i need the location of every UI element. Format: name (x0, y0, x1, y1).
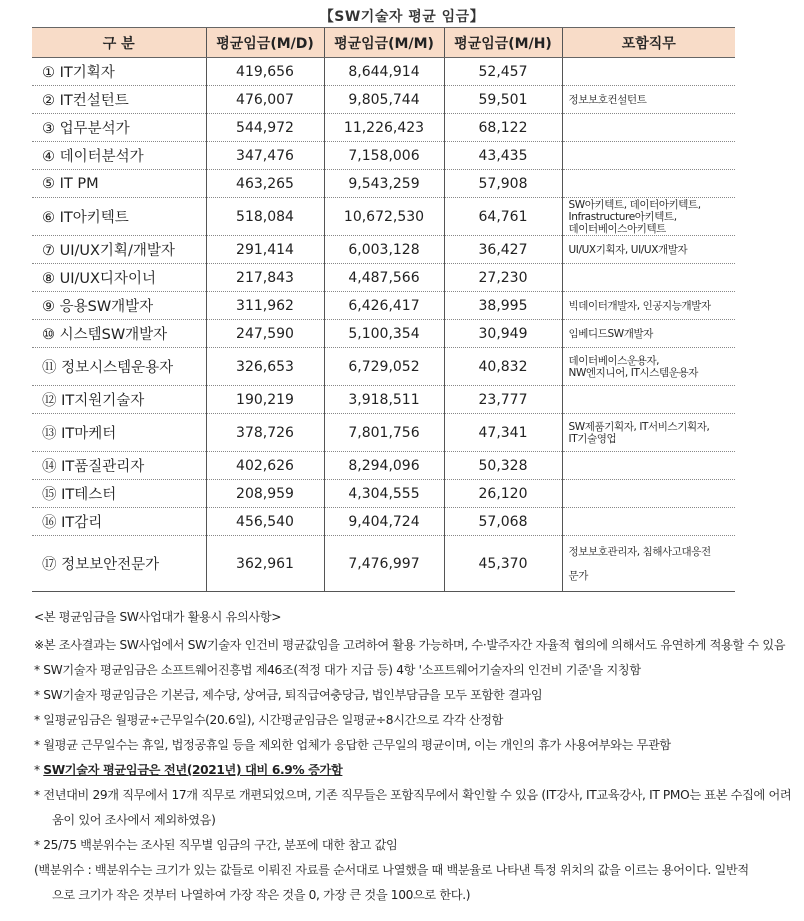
included-duties-cell (562, 264, 735, 292)
monthly-wage-cell: 6,426,417 (324, 292, 444, 320)
included-duties-cell (562, 452, 735, 480)
monthly-wage-cell: 5,100,354 (324, 320, 444, 348)
note-usage: ※본 조사결과는 SW사업에서 SW기술자 인건비 평균값임을 고려하여 활용 가능하며, 수·발주자간 자율적 협의에 의해서도 유연하게 적용할 수 있음 (34, 638, 786, 652)
job-name-cell: ⑦ UI/UX기획/개발자 (32, 236, 206, 264)
monthly-wage-cell: 11,226,423 (324, 114, 444, 142)
table-row (32, 386, 735, 414)
job-name-cell: ⑬ IT마케터 (32, 414, 206, 452)
header-hourly-wage: 평균임금(M/H) (444, 28, 562, 58)
table-row (32, 320, 735, 348)
job-name-cell: ⑥ IT아키텍트 (32, 198, 206, 236)
hourly-wage-cell: 47,341 (444, 414, 562, 452)
header-monthly-wage: 평균임금(M/M) (324, 28, 444, 58)
note-percentile-def-cont: 으로 크기가 작은 것부터 나열하여 가장 작은 것을 0, 가장 큰 것을 100으로 한다.) (52, 888, 471, 902)
job-name-cell: ① IT기획자 (32, 58, 206, 86)
table-row (32, 536, 735, 592)
monthly-wage-cell: 3,918,511 (324, 386, 444, 414)
job-name-cell: ③ 업무분석가 (32, 114, 206, 142)
note-increase (34, 758, 799, 783)
daily-wage-cell: 326,653 (206, 348, 324, 386)
notes-section (34, 602, 799, 908)
included-duties-cell: 빅데이터개발자, 인공지능개발자 (562, 292, 735, 320)
table-row (32, 198, 735, 236)
daily-wage-cell: 456,540 (206, 508, 324, 536)
note-working-days: * 월평균 근무일수는 휴일, 법정공휴일 등을 제외한 업체가 응답한 근무일의 평균이며, 이는 개인의 휴가 사용여부와는 무관함 (34, 738, 671, 752)
job-name-cell: ⑭ IT품질관리자 (32, 452, 206, 480)
table-row (32, 348, 735, 386)
included-duties-cell: 정보보호컨설턴트 (562, 86, 735, 114)
daily-wage-cell: 476,007 (206, 86, 324, 114)
hourly-wage-cell: 38,995 (444, 292, 562, 320)
job-name-cell: ⑯ IT감리 (32, 508, 206, 536)
daily-wage-cell: 402,626 (206, 452, 324, 480)
note-percentile-def: (백분위수 : 백분위수는 크기가 있는 값들로 이뤄진 자료를 순서대로 나열했을 때 백분율로 나타낸 특정 위치의 값을 이르는 용어이다. 일반적 (34, 863, 749, 877)
daily-wage-cell: 362,961 (206, 536, 324, 592)
monthly-wage-cell: 9,404,724 (324, 508, 444, 536)
job-name-cell: ⑩ 시스템SW개발자 (32, 320, 206, 348)
hourly-wage-cell: 23,777 (444, 386, 562, 414)
hourly-wage-cell: 68,122 (444, 114, 562, 142)
hourly-wage-cell: 57,068 (444, 508, 562, 536)
table-row (32, 264, 735, 292)
table-row (32, 142, 735, 170)
included-duties-cell: 정보보호관리자, 침해사고대응전 문가 (562, 536, 735, 592)
note-calculation: * 일평균임금은 월평균÷근무일수(20.6일), 시간평균임금은 일평균÷8시간으로 각각 산정함 (34, 713, 504, 727)
included-duties-cell (562, 58, 735, 86)
hourly-wage-cell: 64,761 (444, 198, 562, 236)
included-duties-cell (562, 170, 735, 198)
daily-wage-cell: 247,590 (206, 320, 324, 348)
daily-wage-cell: 190,219 (206, 386, 324, 414)
daily-wage-cell: 463,265 (206, 170, 324, 198)
hourly-wage-cell: 36,427 (444, 236, 562, 264)
included-duties-cell (562, 142, 735, 170)
table-row (32, 292, 735, 320)
table-header-row (32, 28, 735, 58)
note-restructure-cont: 움이 있어 조사에서 제외하였음) (52, 813, 216, 827)
hourly-wage-cell: 52,457 (444, 58, 562, 86)
daily-wage-cell: 347,476 (206, 142, 324, 170)
hourly-wage-cell: 30,949 (444, 320, 562, 348)
daily-wage-cell: 518,084 (206, 198, 324, 236)
job-name-cell: ⑨ 응용SW개발자 (32, 292, 206, 320)
table-row (32, 508, 735, 536)
wage-table (32, 27, 735, 592)
daily-wage-cell: 544,972 (206, 114, 324, 142)
table-row (32, 452, 735, 480)
included-duties-cell (562, 386, 735, 414)
table-row (32, 236, 735, 264)
hourly-wage-cell: 45,370 (444, 536, 562, 592)
hourly-wage-cell: 50,328 (444, 452, 562, 480)
daily-wage-cell: 419,656 (206, 58, 324, 86)
header-daily-wage: 평균임금(M/D) (206, 28, 324, 58)
note-increase-bullet: * (34, 763, 44, 777)
note-percentile: * 25/75 백분위수는 조사된 직무별 임금의 구간, 분포에 대한 참고 값임 (34, 838, 398, 852)
included-duties-cell: SW제품기획자, IT서비스기획자, IT기술영업 (562, 414, 735, 452)
monthly-wage-cell: 7,476,997 (324, 536, 444, 592)
monthly-wage-cell: 4,304,555 (324, 480, 444, 508)
monthly-wage-cell: 4,487,566 (324, 264, 444, 292)
monthly-wage-cell: 10,672,530 (324, 198, 444, 236)
job-name-cell: ⑰ 정보보안전문가 (32, 536, 206, 592)
table-title: 【SW기술자 평균 임금】 (319, 9, 485, 25)
table-row (32, 414, 735, 452)
job-name-cell: ⑧ UI/UX디자이너 (32, 264, 206, 292)
job-name-cell: ⑪ 정보시스템운용자 (32, 348, 206, 386)
job-name-cell: ② IT컨설턴트 (32, 86, 206, 114)
daily-wage-cell: 208,959 (206, 480, 324, 508)
hourly-wage-cell: 57,908 (444, 170, 562, 198)
hourly-wage-cell: 59,501 (444, 86, 562, 114)
job-name-cell: ④ 데이터분석가 (32, 142, 206, 170)
hourly-wage-cell: 27,230 (444, 264, 562, 292)
monthly-wage-cell: 6,003,128 (324, 236, 444, 264)
hourly-wage-cell: 40,832 (444, 348, 562, 386)
monthly-wage-cell: 7,801,756 (324, 414, 444, 452)
note-composition: * SW기술자 평균임금은 기본급, 제수당, 상여금, 퇴직급여충당금, 법인부담금을 모두 포함한 결과임 (34, 688, 543, 702)
job-name-cell: ⑮ IT테스터 (32, 480, 206, 508)
daily-wage-cell: 311,962 (206, 292, 324, 320)
included-duties-cell (562, 480, 735, 508)
included-duties-cell: 데이터베이스운용자, NW엔지니어, IT시스템운용자 (562, 348, 735, 386)
monthly-wage-cell: 7,158,006 (324, 142, 444, 170)
table-row (32, 170, 735, 198)
included-duties-cell (562, 508, 735, 536)
note-restructure: * 전년대비 29개 직무에서 17개 직무로 개편되었으며, 기존 직무들은 포함직무에서 확인할 수 있음 (IT강사, IT교육강사, IT PMO는 표본 수집에 어려 (34, 788, 792, 802)
note-definition: * SW기술자 평균임금은 소프트웨어진흥법 제46조(적정 대가 지급 등) 4항 '소프트웨어기술자의 인건비 기준'을 지칭함 (34, 663, 641, 677)
included-duties-cell: UI/UX기획자, UI/UX개발자 (562, 236, 735, 264)
daily-wage-cell: 217,843 (206, 264, 324, 292)
hourly-wage-cell: 43,435 (444, 142, 562, 170)
table-row (32, 86, 735, 114)
included-duties-cell: 임베디드SW개발자 (562, 320, 735, 348)
monthly-wage-cell: 9,543,259 (324, 170, 444, 198)
table-row (32, 114, 735, 142)
table-row (32, 480, 735, 508)
included-duties-cell (562, 114, 735, 142)
job-name-cell: ⑫ IT지원기술자 (32, 386, 206, 414)
monthly-wage-cell: 8,644,914 (324, 58, 444, 86)
monthly-wage-cell: 9,805,744 (324, 86, 444, 114)
header-category: 구 분 (32, 28, 206, 58)
hourly-wage-cell: 26,120 (444, 480, 562, 508)
daily-wage-cell: 378,726 (206, 414, 324, 452)
included-duties-cell: SW아키텍트, 데이터아키텍트, Infrastructure아키텍트, 데이터베이스아키텍트 (562, 198, 735, 236)
table-row (32, 58, 735, 86)
monthly-wage-cell: 6,729,052 (324, 348, 444, 386)
notes-heading: <본 평균임금을 SW사업대가 활용시 유의사항> (34, 610, 282, 624)
monthly-wage-cell: 8,294,096 (324, 452, 444, 480)
header-included-duties: 포함직무 (562, 28, 735, 58)
daily-wage-cell: 291,414 (206, 236, 324, 264)
job-name-cell: ⑤ IT PM (32, 170, 206, 198)
note-increase-text: SW기술자 평균임금은 전년(2021년) 대비 6.9% 증가함 (43, 763, 343, 777)
